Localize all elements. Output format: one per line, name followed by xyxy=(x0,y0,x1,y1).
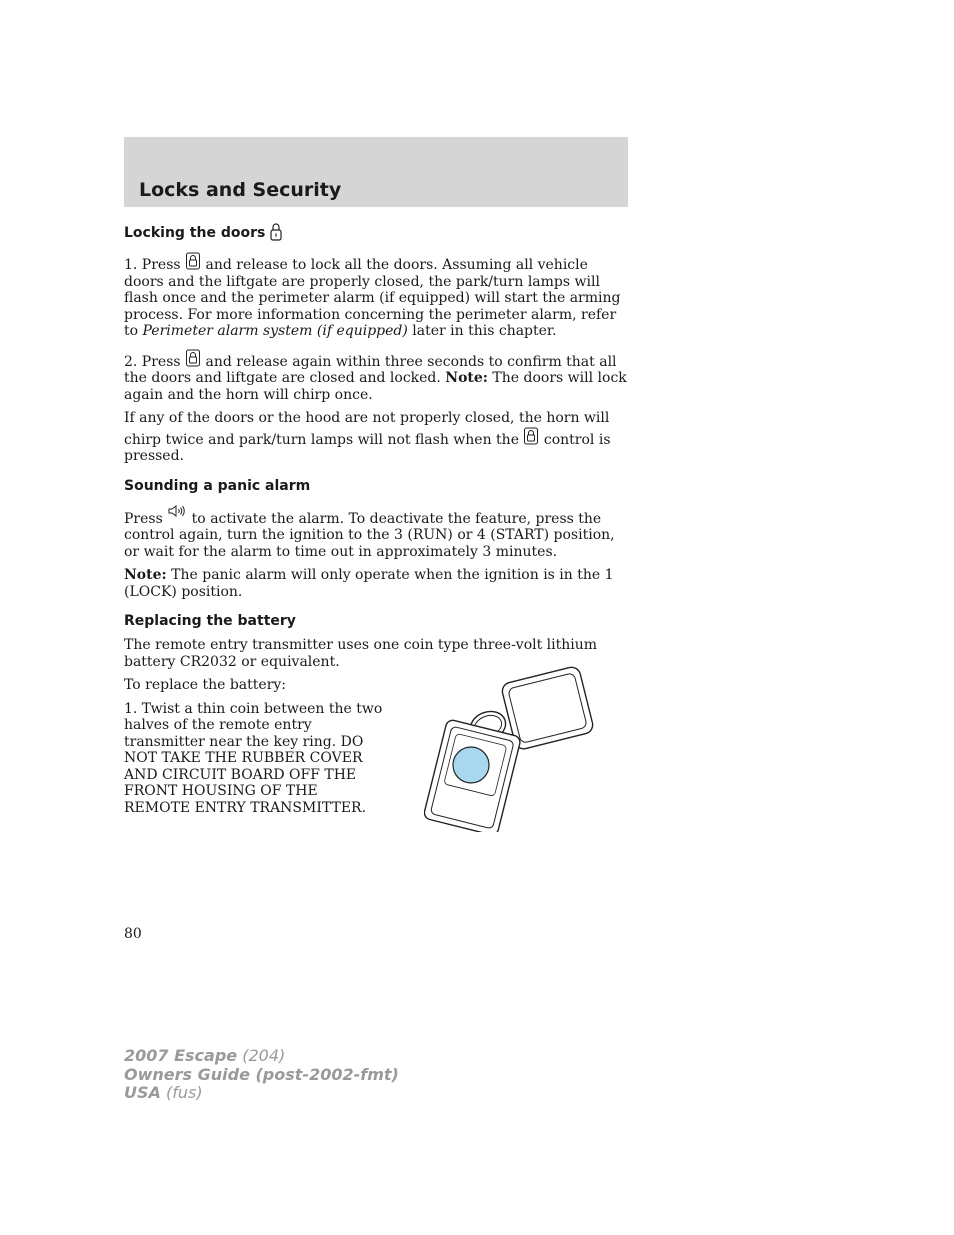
locking-p1-suffix: later in this chapter. xyxy=(407,323,557,339)
panic-paragraph-1 xyxy=(124,504,628,561)
document-footer xyxy=(124,1047,399,1103)
locking-p2-prefix: 2. Press xyxy=(124,353,181,370)
locking-paragraph-2 xyxy=(124,349,628,404)
locking-p3-suffix: control is pressed. xyxy=(124,431,611,464)
footer-line-1 xyxy=(124,1047,399,1066)
panic-paragraph-2 xyxy=(124,567,628,600)
battery-paragraph-1: The remote entry transmitter uses one coin type three-volt lithium battery CR2032 or equivalent. xyxy=(124,637,598,670)
lock-icon xyxy=(185,252,201,270)
heading-replacing-battery: Replacing the battery xyxy=(124,613,296,629)
lock-icon xyxy=(523,427,539,445)
footer-model-code: (204) xyxy=(237,1046,286,1065)
note-label: Note: xyxy=(445,370,488,386)
locking-p1-prefix: 1. Press xyxy=(124,257,181,273)
panic-p2-text: The panic alarm will only operate when the ignition is in the 1 (LOCK) position. xyxy=(124,567,614,600)
battery-paragraph-2: To replace the battery: xyxy=(124,677,287,693)
locking-paragraph-1 xyxy=(124,252,628,340)
locking-p2-note-text: The doors will lock again and the horn will chirp once. xyxy=(124,370,627,403)
lock-icon xyxy=(270,222,282,241)
footer-line-2 xyxy=(124,1066,399,1085)
locking-paragraph-3 xyxy=(124,410,628,465)
heading-panic-alarm: Sounding a panic alarm xyxy=(124,477,311,494)
heading-locking-doors xyxy=(124,222,628,242)
footer-model: 2007 Escape xyxy=(124,1046,238,1065)
section-title: Locks and Security xyxy=(139,179,342,201)
footer-guide-type: Owners Guide (post-2002-fmt) xyxy=(124,1064,399,1084)
panic-p1-text: to activate the alarm. To deactivate the feature, press the control again, turn the ignition to the 3 (RUN) or 4 (START) position, or wait for the alarm to time out in approximately 3 minutes. xyxy=(124,510,615,560)
footer-market-code: (fus) xyxy=(160,1083,203,1102)
panic-horn-icon xyxy=(167,504,187,520)
locking-p2-text: and release again within three seconds to confirm that all the doors and liftgate are closed and locked. xyxy=(124,353,617,386)
fob-button-highlight xyxy=(453,747,489,783)
footer-market: USA xyxy=(124,1083,161,1102)
battery-step-1-text: 1. Twist a thin coin between the two halves of the remote entry transmitter near the key ring. DO NOT TAKE THE RUBBER COVER AND CIRCUIT BOARD OFF THE FRONT HOUSING OF THE REMOTE ENTRY TRANSMITTER. xyxy=(124,700,383,816)
footer-line-3 xyxy=(124,1084,399,1103)
locking-p1-text: and release to lock all the doors. Assuming all vehicle doors and the liftgate are properly closed, the park/turn lamps will flash once and the perimeter alarm (if equipped) will start the arming process. For more information concerning the perimeter alarm, refer to xyxy=(124,257,621,339)
locking-p3-text: If any of the doors or the hood are not properly closed, the horn will chirp twice and park/turn lamps will not flash when the xyxy=(124,410,610,448)
key-fob-illustration xyxy=(424,664,600,832)
heading-locking-doors-text: Locking the doors xyxy=(124,225,266,241)
page-number: 80 xyxy=(124,926,142,942)
section-header-band xyxy=(124,137,628,207)
note-label: Note: xyxy=(124,567,167,583)
panic-p1-prefix: Press xyxy=(124,510,163,527)
lock-icon xyxy=(185,349,201,367)
perimeter-alarm-reference: Perimeter alarm system (if equipped) xyxy=(142,323,408,339)
